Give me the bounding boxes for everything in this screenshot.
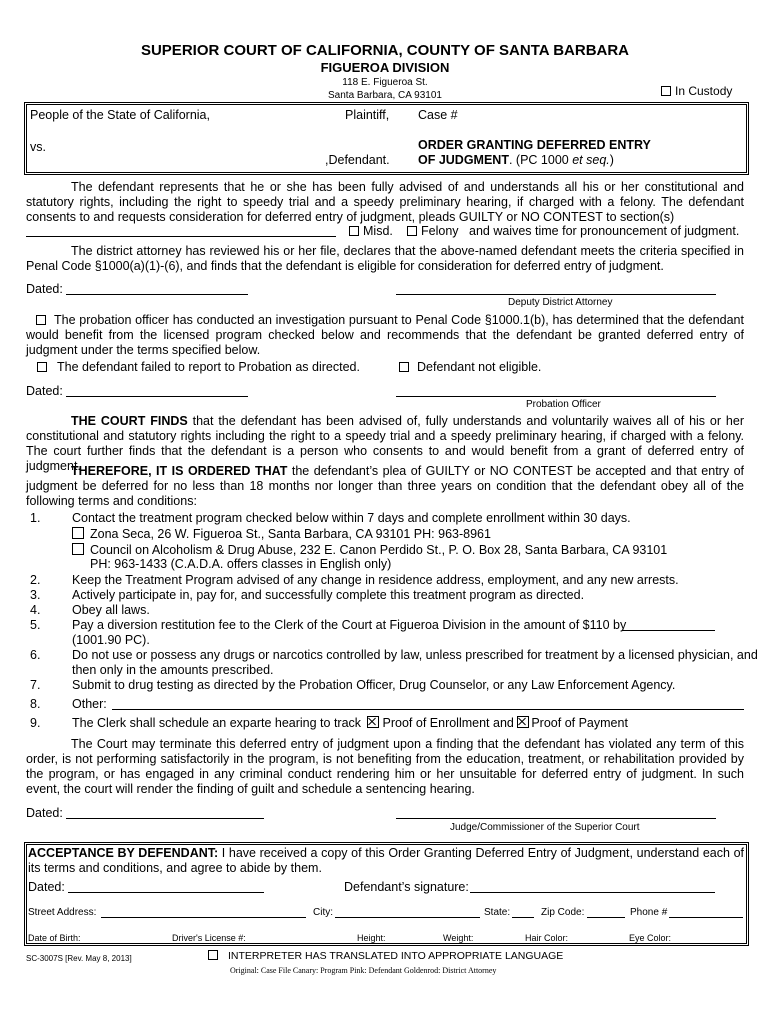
da-date-line[interactable] [66, 294, 248, 295]
cada-phone-text: PH: 963-1433 (C.A.D.A. offers classes in English only) [90, 557, 392, 571]
in-custody-option[interactable] [661, 84, 732, 98]
checkbox-icon[interactable] [36, 315, 46, 325]
weight-label: Weight: [443, 933, 474, 943]
street-address-label: Street Address: [28, 907, 97, 918]
defendant-rights-paragraph: The defendant represents that he or she has been fully advised of and understands all his or her constitutional and statutory rights, including the right to speedy trial and a speedy preliminary hearing, if charged with a felony. The defendant consents to and requests consideration for deferred entry of judgment, pleads GUILTY or NO CONTEST to section(s) [26, 180, 744, 224]
checkbox-icon[interactable] [72, 543, 84, 555]
zip-line[interactable] [587, 917, 625, 918]
in-custody-label: In Custody [675, 84, 733, 98]
court-finds-paragraph: THE COURT FINDS that the defendant has been advised of, fully understands and voluntarily waives all of his or her constitutional and statutory rights including the right to a speedy trial and a speedy preliminary hearing, if charged with a felony. The court further finds that the defendant is a person who consents to and would benefit from a grant of deferred entry of judgment. [26, 414, 744, 473]
term-4-text: Obey all laws. [72, 603, 150, 617]
phone-line[interactable] [669, 917, 743, 918]
da-signature-label: Deputy District Attorney [508, 297, 613, 308]
checkbox-checked-icon[interactable] [517, 716, 529, 728]
waives-time-text: and waives time for pronouncement of judgment. [469, 224, 740, 238]
people-label: People of the State of California, [30, 108, 210, 122]
probation-date-line[interactable] [66, 396, 248, 397]
probation-signature-label: Probation Officer [526, 399, 601, 410]
term-number: 2. [30, 573, 41, 587]
zip-label: Zip Code: [541, 907, 585, 918]
checkbox-icon[interactable] [37, 362, 47, 372]
vs-label: vs. [30, 140, 46, 154]
term-number: 3. [30, 588, 41, 602]
order-title-line2: OF JUDGMENT. (PC 1000 et seq.) [418, 153, 614, 167]
cada-option[interactable]: Council on Alcoholism & Drug Abuse, 232 E. Canon Perdido St., P. O. Box 28, Santa Barbara, CA 93101 [72, 543, 667, 557]
term-2-text: Keep the Treatment Program advised of any change in residence address, employment, and any new arrests. [72, 573, 679, 587]
checkbox-icon[interactable] [72, 527, 84, 539]
court-title: SUPERIOR COURT OF CALIFORNIA, COUNTY OF SANTA BARBARA [140, 42, 630, 59]
order-title-line1: ORDER GRANTING DEFERRED ENTRY [418, 138, 651, 152]
termination-paragraph: The Court may terminate this deferred entry of judgment upon a finding that the defendant has violated any term of this order, is not performing satisfactorily in the program, is not benefiting from the education, treatment, or rehabilitation provided by the program, or has engaged in any criminal conduct rendering him or her unsuitable for deferred entry of judgment. In such event, the court will render the finding of guilt and schedule a sentencing hearing. [26, 737, 744, 796]
da-signature-line[interactable] [396, 294, 716, 295]
failed-to-report-option[interactable]: The defendant failed to report to Probation as directed. [37, 360, 360, 374]
court-street: 118 E. Figueroa St. [342, 77, 428, 88]
other-terms-line[interactable] [112, 709, 744, 710]
checkbox-icon[interactable] [399, 362, 409, 372]
dated-label: Dated: [26, 282, 63, 296]
term-1-text: Contact the treatment program checked below within 7 days and complete enrollment within 30 days. [72, 511, 631, 525]
term-number: 5. [30, 618, 41, 632]
dated-label: Dated: [26, 806, 63, 820]
probation-paragraph: The probation officer has conducted an investigation pursuant to Penal Code §1000.1(b), has determined that the defendant would benefit from the licensed program checked below and recommends that the defendant be granted deferred entry of judgment under the terms specified below. [26, 313, 744, 357]
judge-date-line[interactable] [66, 818, 264, 819]
term-number: 6. [30, 648, 41, 662]
height-label: Height: [357, 933, 386, 943]
ordered-paragraph: THEREFORE, IT IS ORDERED THAT the defendant’s plea of GUILTY or NO CONTEST be accepted and that entry of judgment be deferred for no less than 18 months nor longer than three years on condition that the defendant obey all of the following terms and conditions: [26, 464, 744, 508]
acceptance-date-line[interactable] [68, 892, 264, 893]
interpreter-option[interactable]: INTERPRETER HAS TRANSLATED INTO APPROPRIATE LANGUAGE [208, 950, 563, 962]
checkbox-icon[interactable] [349, 226, 359, 236]
term-9-text: The Clerk shall schedule an exparte hearing to track Proof of Enrollment and Proof of Payment [72, 716, 628, 730]
dated-label: Dated: [26, 384, 63, 398]
case-number-label: Case # [418, 108, 458, 122]
term-3-text: Actively participate in, pay for, and successfully complete this treatment program as directed. [72, 588, 585, 602]
term-6-text: Do not use or possess any drugs or narcotics controlled by law, unless prescribed for treatment by a licensed physician, and [72, 648, 758, 662]
defendant-signature-label: Defendant’s signature: [344, 880, 469, 894]
dob-label: Date of Birth: [28, 933, 81, 943]
felony-option[interactable]: Felony [407, 224, 459, 238]
checkbox-icon[interactable] [407, 226, 417, 236]
plaintiff-label: Plaintiff, [345, 108, 390, 122]
state-label: State: [484, 907, 511, 918]
term-number: 4. [30, 603, 41, 617]
term-7-text: Submit to drug testing as directed by the Probation Officer, Drug Counselor, or any Law Enforcement Agency. [72, 678, 676, 692]
judge-signature-label: Judge/Commissioner of the Superior Court [450, 822, 640, 833]
district-attorney-paragraph: The district attorney has reviewed his or her file, declares that the above-named defendant meets the criteria specified in Penal Code §1000(a)(1)-(6), and finds that the defendant is eligible for consideration for deferred entry of judgment. [26, 244, 744, 273]
restitution-date-line[interactable] [622, 630, 715, 631]
checkbox-icon[interactable] [208, 950, 218, 960]
term-number: 1. [30, 511, 41, 525]
defendant-signature-line[interactable] [470, 892, 715, 893]
misd-option[interactable]: Misd. [349, 224, 393, 238]
probation-signature-line[interactable] [396, 396, 716, 397]
term-number: 7. [30, 678, 41, 692]
acceptance-dated-label: Dated: [28, 880, 65, 894]
term-5-text: Pay a diversion restitution fee to the Clerk of the Court at Figueroa Division in the amount of $110 by [72, 618, 627, 632]
acceptance-text: ACCEPTANCE BY DEFENDANT: I have received a copy of this Order Granting Deferred Entry of Judgment, understand each of its terms and conditions, and agree to abide by them. [28, 846, 744, 875]
term-8-text: Other: [72, 697, 107, 711]
division-title: FIGUEROA DIVISION [320, 60, 450, 75]
city-line[interactable] [335, 917, 480, 918]
eye-label: Eye Color: [629, 933, 672, 943]
city-label: City: [313, 907, 333, 918]
distribution-note: Original: Case File Canary: Program Pink: Defendant Goldenrod: District Attorney [230, 966, 497, 975]
zona-seca-option[interactable]: Zona Seca, 26 W. Figueroa St., Santa Barbara, CA 93101 PH: 963-8961 [72, 527, 491, 541]
hair-label: Hair Color: [525, 933, 569, 943]
defendant-label: ,Defendant. [325, 153, 390, 167]
term-number: 9. [30, 716, 41, 730]
not-eligible-option[interactable]: Defendant not eligible. [399, 360, 541, 374]
checkbox-checked-icon[interactable] [367, 716, 379, 728]
term-5-text-cont: (1001.90 PC). [72, 633, 150, 647]
state-line[interactable] [512, 917, 534, 918]
section-input-line[interactable] [26, 236, 336, 237]
court-city: Santa Barbara, CA 93101 [328, 90, 442, 101]
phone-label: Phone # [630, 907, 668, 918]
form-id: SC-3007S [Rev. May 8, 2013] [26, 954, 132, 963]
term-number: 8. [30, 697, 41, 711]
checkbox-icon[interactable] [661, 86, 671, 96]
license-label: Driver's License #: [172, 933, 246, 943]
term-6-text-cont: then only in the amounts prescribed. [72, 663, 274, 677]
street-address-line[interactable] [101, 917, 306, 918]
judge-signature-line[interactable] [396, 818, 716, 819]
